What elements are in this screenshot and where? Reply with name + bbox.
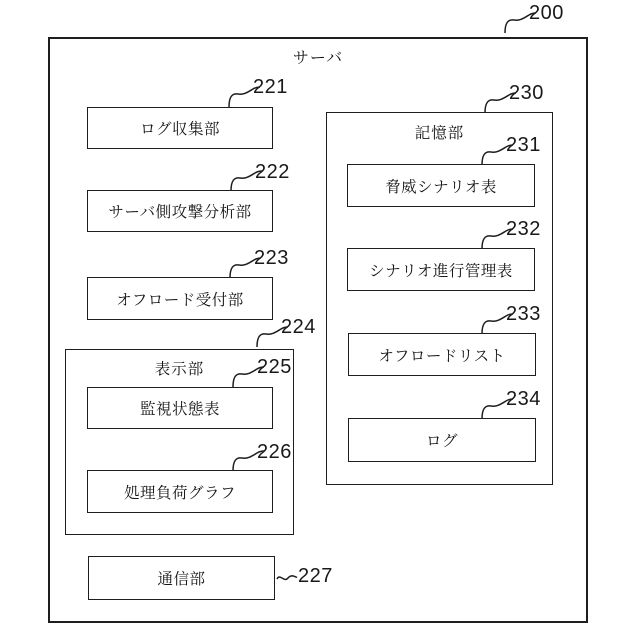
block-offload-list-label: オフロードリスト <box>378 347 506 365</box>
block-communication-unit-label: 通信部 <box>157 571 206 588</box>
leader-line-226 <box>231 448 265 472</box>
leader-line-230 <box>483 90 517 114</box>
block-log <box>348 418 536 462</box>
block-scenario-progress-table-label: シナリオ進行管理表 <box>369 262 513 280</box>
leader-line-221 <box>227 84 261 108</box>
leader-line-232 <box>480 226 514 250</box>
leader-line-231 <box>480 142 514 166</box>
block-threat-scenario-table <box>347 164 535 207</box>
block-offload-receiver-label: オフロード受付部 <box>116 291 244 309</box>
block-processing-load-graph <box>87 470 273 513</box>
ref-label-226: 226 <box>257 441 292 463</box>
leader-line-233 <box>480 311 514 335</box>
block-processing-load-graph-label: 処理負荷グラフ <box>123 484 236 502</box>
leader-line-222 <box>229 168 263 192</box>
block-log-collector <box>87 107 273 149</box>
leader-line-227 <box>276 571 298 585</box>
ref-label-232: 232 <box>506 218 541 240</box>
ref-label-230: 230 <box>509 82 544 104</box>
leader-line-225 <box>231 364 265 388</box>
ref-label-223: 223 <box>254 247 289 269</box>
group-storage-unit-title: 記憶部 <box>414 125 465 142</box>
ref-label-234: 234 <box>506 388 541 410</box>
block-monitoring-state-table <box>87 387 273 429</box>
block-log-label: ログ <box>425 433 458 450</box>
block-log-collector-label: ログ収集部 <box>139 121 220 138</box>
leader-line-223 <box>228 255 262 279</box>
ref-label-233: 233 <box>506 303 541 325</box>
ref-label-227: 227 <box>298 565 333 587</box>
block-attack-analyzer-label: サーバ側攻撃分析部 <box>108 204 252 221</box>
leader-line-234 <box>480 396 514 420</box>
ref-label-225: 225 <box>257 356 292 378</box>
leader-line-200 <box>503 10 537 34</box>
ref-label-221: 221 <box>253 76 288 98</box>
group-display-unit-title: 表示部 <box>154 361 205 378</box>
block-monitoring-state-table-label: 監視状態表 <box>139 401 220 418</box>
leader-line-224 <box>255 324 289 348</box>
ref-label-224: 224 <box>281 316 316 338</box>
block-attack-analyzer <box>87 190 273 232</box>
block-communication-unit <box>88 556 275 600</box>
ref-label-222: 222 <box>255 161 290 183</box>
block-offload-list <box>348 333 536 376</box>
ref-label-200: 200 <box>529 2 564 24</box>
block-threat-scenario-table-label: 脅威シナリオ表 <box>385 178 497 196</box>
server-title: サーバ <box>292 50 344 67</box>
block-scenario-progress-table <box>347 248 535 291</box>
block-offload-receiver <box>87 277 273 320</box>
ref-label-231: 231 <box>506 134 541 156</box>
